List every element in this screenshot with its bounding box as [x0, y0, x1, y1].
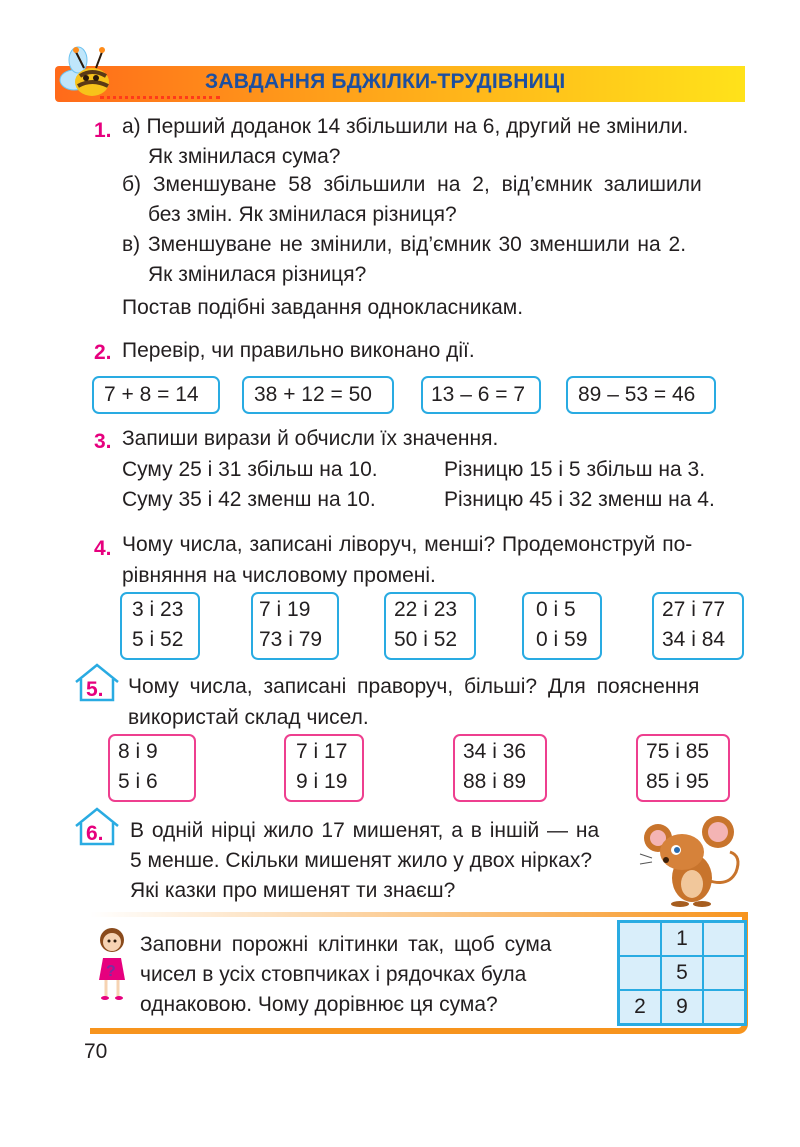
puzzle-text: однаковою. Чому дорівнює ця сума? — [140, 993, 498, 1016]
task-text: 5 менше. Скільки мишенят жило у двох нірках? — [130, 849, 593, 872]
number-pair-box: 8 і 9 5 і 6 — [108, 734, 196, 802]
mouse-illustration — [636, 812, 746, 908]
task-text: б) Зменшуване 58 збільшили на 2, від’ємник залишили — [122, 173, 702, 196]
task-text: Суму 35 і 42 зменш на 10. — [122, 488, 376, 511]
task-number: 1. — [94, 119, 112, 142]
grid-cell[interactable] — [703, 990, 745, 1024]
task-text: Які казки про мишенят ти знаєш? — [130, 879, 456, 902]
task-text: Суму 25 і 31 збільш на 10. — [122, 458, 378, 481]
task-text: Постав подібні завдання однокласникам. — [122, 296, 524, 319]
task-number: 4. — [94, 537, 112, 560]
task-text: Різницю 45 і 32 зменш на 4. — [444, 488, 715, 511]
task-text: використай склад чисел. — [128, 706, 369, 729]
grid-cell: 5 — [661, 956, 703, 990]
task-number: 2. — [94, 341, 112, 364]
puzzle-text: чисел в усіх стовпчиках і рядочках була — [140, 963, 527, 986]
puzzle-text: Заповни порожні клітинки так, щоб сума — [140, 933, 552, 956]
number-pair-box: 7 і 17 9 і 19 — [284, 734, 364, 802]
task-text: без змін. Як змінилася різниця? — [148, 203, 457, 226]
number-pair-box: 75 і 85 85 і 95 — [636, 734, 730, 802]
task-number: 3. — [94, 430, 112, 453]
equation-box: 7 + 8 = 14 — [92, 376, 220, 414]
grid-cell[interactable] — [619, 922, 661, 956]
task-text: в) Зменшуване не змінили, від’ємник 30 зменшили на 2. — [122, 233, 687, 256]
task-text: Запиши вирази й обчисли їх значення. — [122, 427, 499, 450]
number-pair-box: 0 і 5 0 і 59 — [522, 592, 602, 660]
magic-square-grid — [617, 920, 747, 1026]
task-text: Чому числа, записані ліворуч, менші? Продемонструй по- — [122, 533, 693, 556]
girl-illustration — [92, 924, 132, 1002]
task-number: 6. — [86, 822, 104, 845]
task-text: Різницю 15 і 5 збільш на 3. — [444, 458, 706, 481]
number-pair-box: 34 і 36 88 і 89 — [453, 734, 547, 802]
page-number: 70 — [84, 1040, 108, 1063]
equation-box: 89 – 53 = 46 — [566, 376, 716, 414]
page-title: ЗАВДАННЯ БДЖІЛКИ-ТРУДІВНИЦІ — [205, 70, 566, 93]
task-text: Чому числа, записані праворуч, більші? Для пояснення — [128, 675, 700, 698]
number-pair-box: 7 і 19 73 і 79 — [251, 592, 339, 660]
task-text: В одній нірці жило 17 мишенят, а в іншій — на — [130, 819, 600, 842]
equation-box: 38 + 12 = 50 — [242, 376, 394, 414]
grid-cell[interactable] — [619, 956, 661, 990]
grid-cell: 2 — [619, 990, 661, 1024]
task-number: 5. — [86, 678, 104, 701]
task-text: а) Перший доданок 14 збільшили на 6, другий не змінили. — [122, 115, 689, 138]
number-pair-box: 27 і 77 34 і 84 — [652, 592, 744, 660]
task-text: Перевір, чи правильно виконано дії. — [122, 339, 475, 362]
svg-text:?: ? — [106, 963, 116, 980]
number-pair-box: 22 і 23 50 і 52 — [384, 592, 476, 660]
equation-box: 13 – 6 = 7 — [421, 376, 541, 414]
grid-cell[interactable] — [703, 956, 745, 990]
task-text: Як змінилася різниця? — [148, 263, 367, 286]
grid-cell: 1 — [661, 922, 703, 956]
task-text: рівняння на числовому промені. — [122, 564, 436, 587]
task-text: Як змінилася сума? — [148, 145, 341, 168]
number-pair-box: 3 і 23 5 і 52 — [120, 592, 200, 660]
grid-cell[interactable] — [703, 922, 745, 956]
bee-icon — [52, 38, 122, 108]
grid-cell: 9 — [661, 990, 703, 1024]
